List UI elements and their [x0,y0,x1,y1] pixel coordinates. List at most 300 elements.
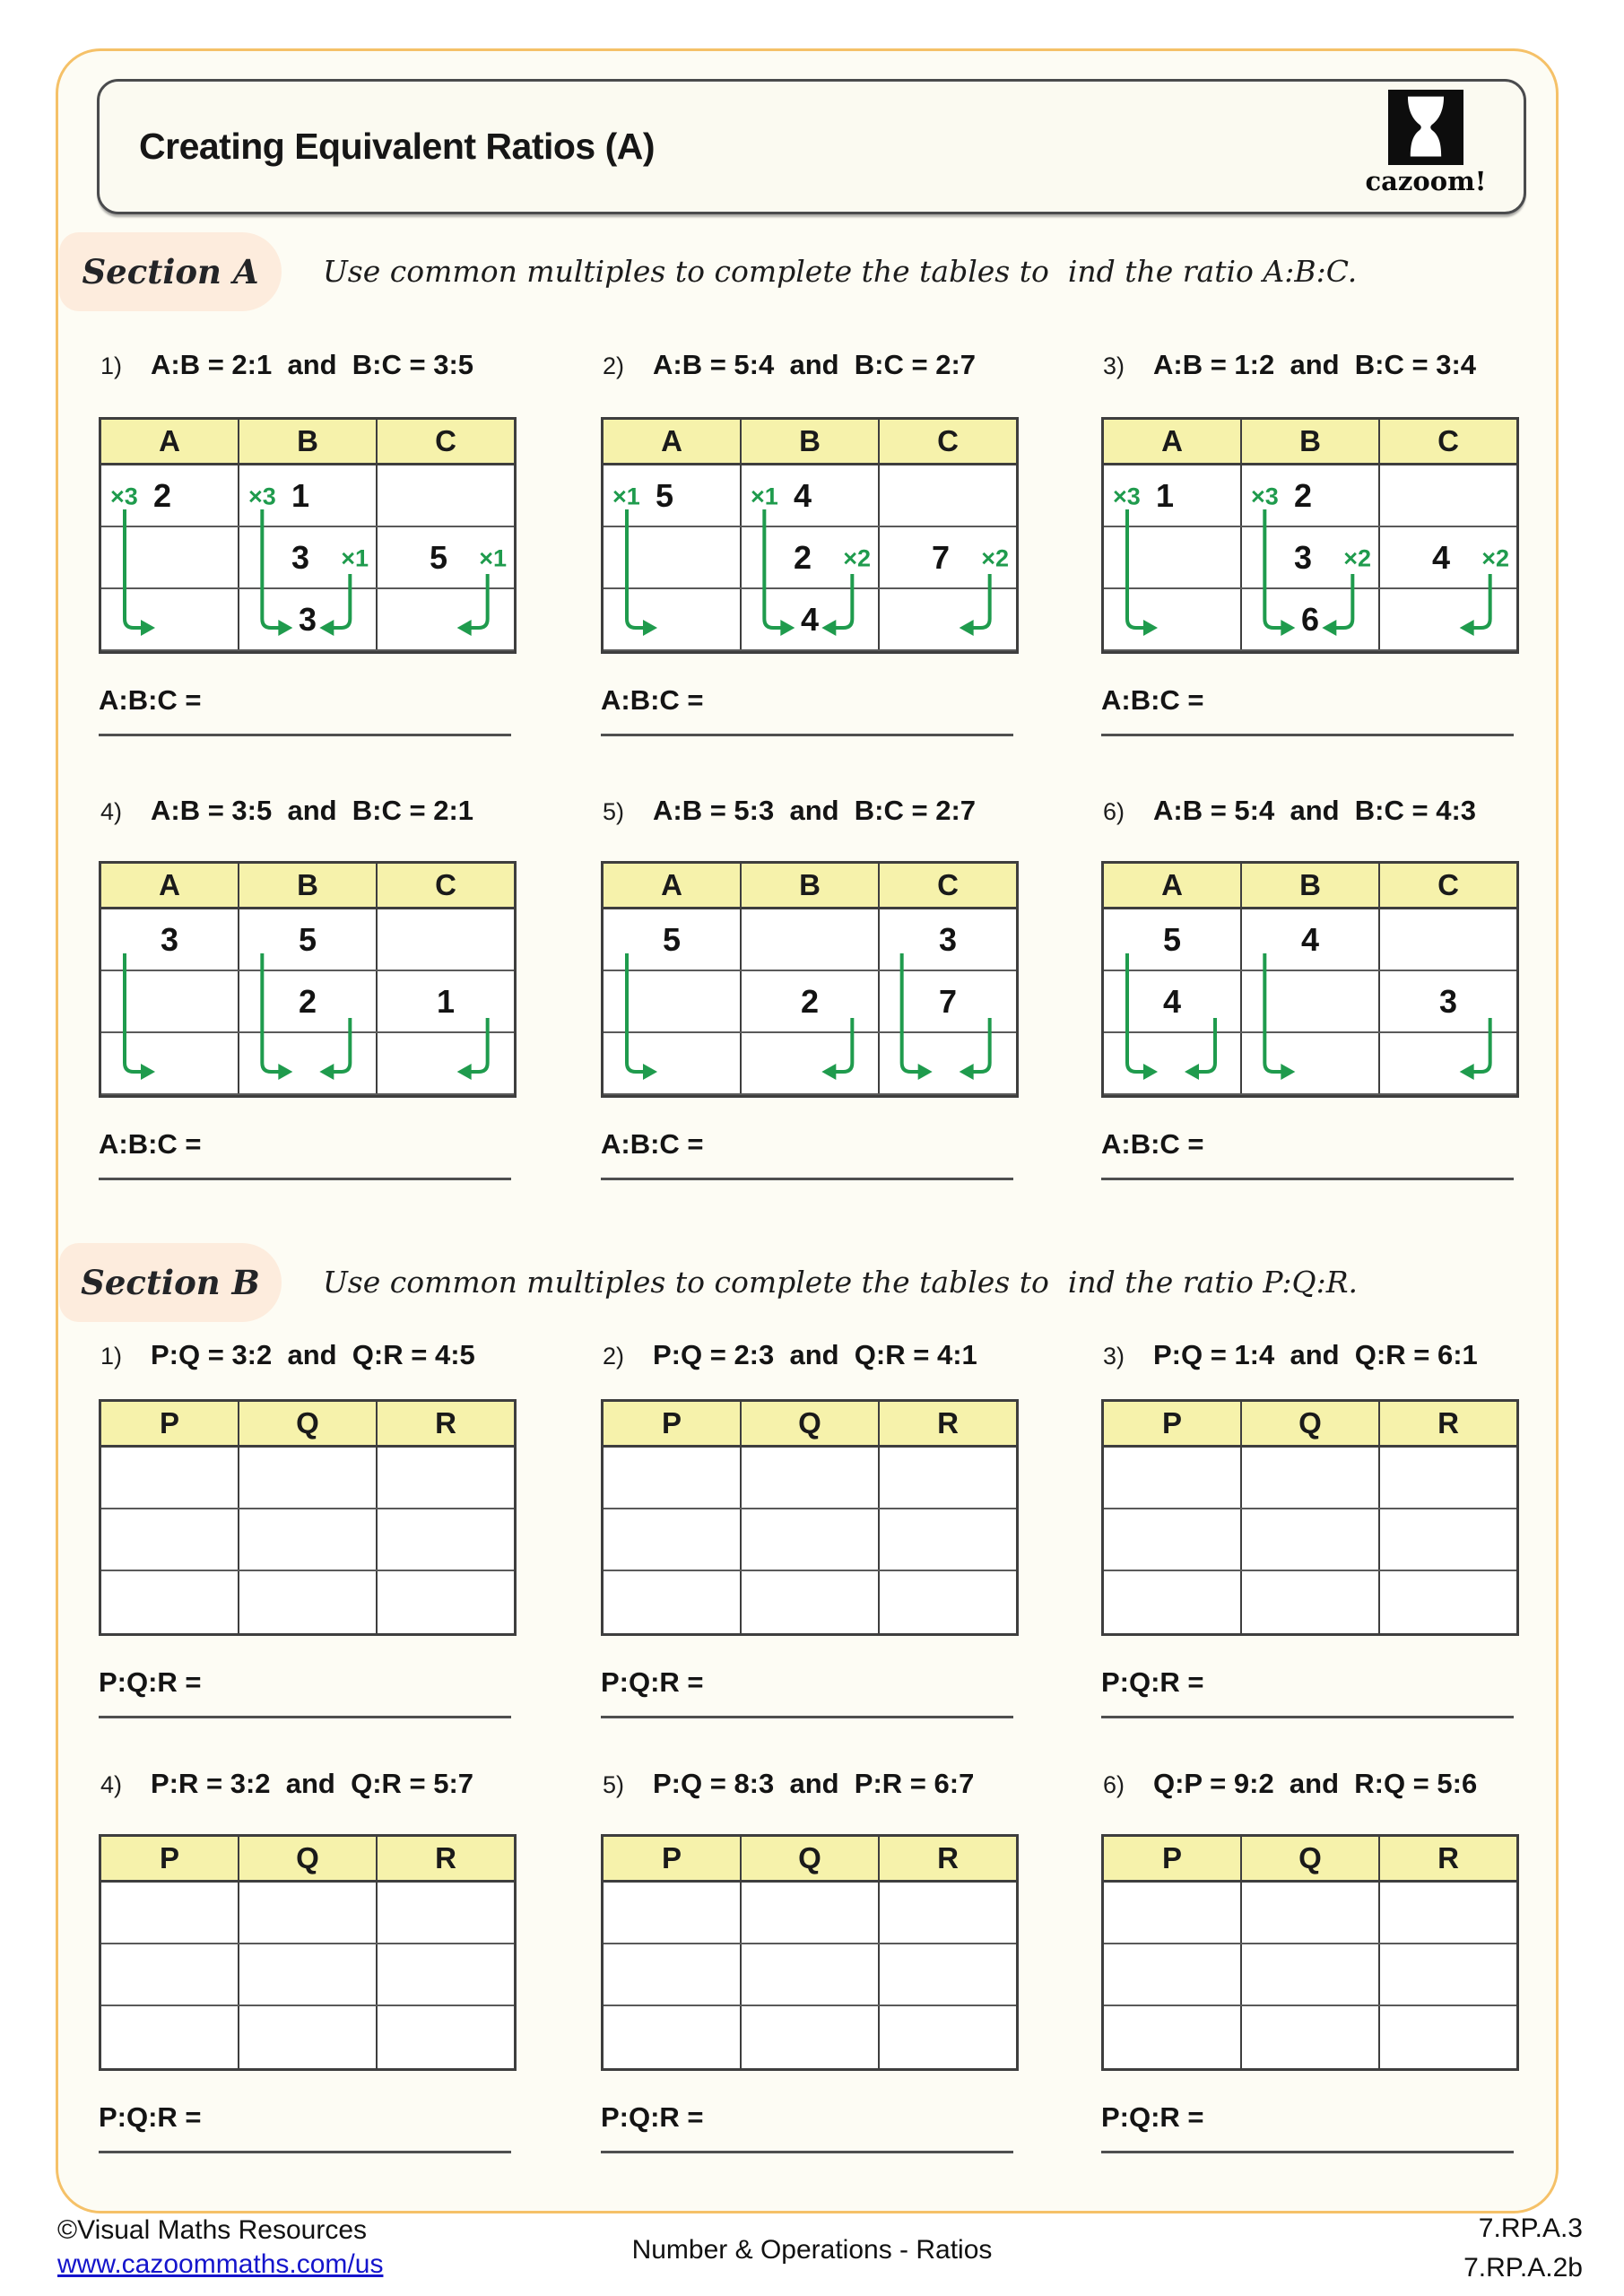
table-cell [742,1571,880,1633]
table-cell [1104,1571,1242,1633]
table-header-row [1104,1402,1516,1448]
cell-value: 5 [430,538,448,576]
table-header-cell: B [239,864,378,907]
problem-number: 5) [603,798,625,825]
table-cell [880,1883,1016,1943]
answer-label: A:B:C = [601,684,704,716]
answer-label: A:B:C = [1101,684,1204,716]
multiplier-label: ×2 [981,544,1009,572]
table-cell [239,1448,378,1508]
cell-value: 3 [160,920,179,958]
table-cell [604,1448,742,1508]
ratio-table-1-1 [601,1399,1019,1636]
table-header-cell: Q [1242,1402,1380,1445]
table-cell [101,1883,239,1943]
table-header-cell: P [604,1837,742,1880]
table-cell [604,1571,742,1633]
cell-value: 5 [662,920,682,958]
table-cell [101,465,239,526]
table-cell [1242,1033,1380,1093]
answer-label: P:Q:R = [601,1666,704,1698]
table-cell [239,527,378,587]
answer-line [1101,734,1514,736]
table-row [604,1509,1016,1571]
problem-statement: A:B = 2:1 and B:C = 3:5 [151,349,474,380]
table-cell [880,527,1016,587]
cell-value: 4 [794,476,812,514]
cell-value: 5 [298,920,317,958]
table-cell [378,1944,514,2005]
cell-value: 2 [794,538,812,576]
table-cell [1242,527,1380,587]
table-cell [880,2006,1016,2068]
answer-label: A:B:C = [99,684,202,716]
table-header-cell: R [435,1406,456,1439]
table-row [101,527,514,589]
table-cell [742,465,880,526]
answer-label: A:B:C = [99,1128,202,1160]
table-cell [742,1448,880,1508]
ratio-table-0-4 [601,861,1019,1098]
table-header-cell: R [937,1841,959,1874]
answer-line [1101,1716,1514,1718]
table-cell [378,465,514,526]
table-row [101,2006,514,2068]
table-cell [1380,1033,1516,1093]
table-header-row [604,1837,1016,1883]
cell-value: 5 [656,476,674,514]
answer-line [1101,1178,1514,1180]
section-instruction: Use common multiples to complete the tables to ind the ratio A:B:C. [323,254,1358,289]
table-cell [1242,909,1380,970]
problem-statement: P:Q = 8:3 and P:R = 6:7 [653,1768,975,1799]
table-cell [239,589,378,649]
table-row [101,1033,514,1095]
table-row [1104,1883,1516,1944]
footer-link[interactable]: www.cazoommaths.com/us [57,2249,384,2279]
ratio-table-0-2 [1101,417,1519,654]
table-cell [880,589,1016,649]
table-row [1104,589,1516,651]
table-header-row [101,864,514,909]
table-header-row [1104,1837,1516,1883]
answer-line [99,1178,511,1180]
table-cell [1242,2006,1380,2068]
table-cell [604,2006,742,2068]
problem-statement: P:R = 3:2 and Q:R = 5:7 [151,1768,474,1799]
problem-statement: A:B = 1:2 and B:C = 3:4 [1153,349,1477,380]
problem-number: 2) [603,352,625,379]
table-header-cell: B [742,864,880,907]
table-cell [1104,527,1242,587]
table-cell [1242,971,1380,1031]
table-header-cell: P [101,1837,239,1880]
table-cell [239,2006,378,2068]
table-row [1104,1033,1516,1095]
table-cell [604,909,742,970]
answer-line [99,2151,511,2153]
answer-label: P:Q:R = [99,1666,202,1698]
table-header-row [604,1402,1016,1448]
table-cell [378,527,514,587]
table-row [101,1509,514,1571]
table-header-cell: B [1242,864,1380,907]
cell-value: 2 [153,476,172,514]
problem-number: 6) [1103,1771,1125,1798]
table-cell [742,1509,880,1570]
table-cell [239,465,378,526]
multiplier-label: ×1 [341,544,369,572]
table-cell [1104,1033,1242,1093]
table-cell [1380,1883,1516,1943]
table-header-cell: B [742,420,880,463]
problem-number: 2) [603,1343,625,1370]
multiplier-label: ×2 [843,544,871,572]
table-cell [1104,589,1242,649]
table-row [101,1883,514,1944]
table-row [1104,465,1516,527]
table-header-row [1104,864,1516,909]
table-cell [880,1509,1016,1570]
table-cell [604,1944,742,2005]
table-header-cell: Q [742,1837,880,1880]
problem-statement: A:B = 5:4 and B:C = 2:7 [653,349,977,380]
multiplier-label: ×1 [751,483,778,510]
table-row [1104,1448,1516,1509]
table-cell [378,1033,514,1093]
table-header-cell: A [1104,420,1242,463]
table-header-cell: C [1437,424,1459,457]
table-cell [1104,1448,1242,1508]
table-cell [604,1509,742,1570]
ratio-table-1-4 [601,1834,1019,2071]
table-cell [239,1883,378,1943]
table-header-cell: A [1104,864,1242,907]
table-header-row [604,420,1016,465]
table-row [101,1944,514,2006]
table-header-row [1104,420,1516,465]
table-header-cell: P [604,1402,742,1445]
table-cell [1242,1883,1380,1943]
table-header-cell: Q [742,1402,880,1445]
page-title: Creating Equivalent Ratios (A) [139,126,656,167]
table-header-row [101,420,514,465]
table-cell [1242,465,1380,526]
problem-number: 6) [1103,798,1125,825]
problem-statement: Q:P = 9:2 and R:Q = 5:6 [1153,1768,1478,1799]
table-cell [742,971,880,1031]
table-row [604,909,1016,971]
table-row [604,527,1016,589]
hourglass-icon [1388,90,1463,165]
table-cell [101,589,239,649]
problem-number: 5) [603,1771,625,1798]
problem-number: 3) [1103,1343,1125,1370]
cell-value: 4 [1300,920,1320,958]
table-cell [880,1033,1016,1093]
table-cell [378,1509,514,1570]
table-cell [880,1571,1016,1633]
table-header-cell: R [435,1841,456,1874]
table-row [101,909,514,971]
problem-statement: A:B = 3:5 and B:C = 2:1 [151,795,474,826]
table-row [604,1448,1016,1509]
cell-value: 3 [1294,538,1313,576]
table-header-cell: A [604,420,742,463]
answer-label: A:B:C = [1101,1128,1204,1160]
table-cell [742,527,880,587]
table-cell [742,909,880,970]
table-row [604,1944,1016,2006]
table-cell [1104,909,1242,970]
logo-text: cazoom! [1365,166,1487,196]
table-cell [1104,971,1242,1031]
answer-label: P:Q:R = [99,2101,202,2133]
answer-label: A:B:C = [601,1128,704,1160]
table-cell [880,1448,1016,1508]
cell-value: 2 [1294,476,1313,514]
table-cell [742,2006,880,2068]
cell-value: 4 [800,600,820,638]
table-cell [1380,971,1516,1031]
table-header-row [604,864,1016,909]
answer-line [601,1716,1013,1718]
table-row [1104,971,1516,1033]
ratio-table-1-3 [99,1834,517,2071]
table-cell [239,1944,378,2005]
ratio-table-1-0 [99,1399,517,1636]
problem-statement: P:Q = 2:3 and Q:R = 4:1 [653,1339,977,1370]
cell-value: 4 [1162,982,1182,1020]
table-cell [1380,2006,1516,2068]
table-cell [239,1033,378,1093]
section-instruction: Use common multiples to complete the tables to ind the ratio P:Q:R. [323,1265,1359,1300]
table-row [604,589,1016,651]
cell-value: 3 [298,600,317,638]
table-row [604,1033,1016,1095]
table-cell [101,1571,239,1633]
cell-value: 1 [1156,476,1175,514]
answer-line [601,1178,1013,1180]
ratio-table-0-0 [99,417,517,654]
answer-line [601,2151,1013,2153]
answer-line [99,734,511,736]
problem-statement: A:B = 5:4 and B:C = 4:3 [1153,795,1477,826]
table-cell [604,971,742,1031]
problem-number: 4) [100,798,123,825]
cell-value: 1 [291,476,310,514]
table-row [604,971,1016,1033]
table-row [1104,1509,1516,1571]
answer-label: P:Q:R = [1101,1666,1204,1698]
multiplier-label: ×3 [1251,483,1279,510]
table-header-cell: A [101,864,239,907]
problem-statement: P:Q = 3:2 and Q:R = 4:5 [151,1339,475,1370]
table-cell [742,1033,880,1093]
table-row [101,1571,514,1633]
cell-value: 3 [1438,982,1458,1020]
table-cell [604,1033,742,1093]
table-cell [1104,1944,1242,2005]
table-cell [1242,1509,1380,1570]
table-cell [1242,1448,1380,1508]
problem-statement: A:B = 5:3 and B:C = 2:7 [653,795,977,826]
table-cell [1380,909,1516,970]
table-header-cell: A [101,420,239,463]
table-cell [1380,1509,1516,1570]
table-header-cell: B [239,420,378,463]
table-cell [1242,1944,1380,2005]
table-header-cell: C [1437,868,1459,901]
title-box [97,79,1526,214]
table-cell [101,2006,239,2068]
table-cell [101,1509,239,1570]
table-header-cell: R [1437,1406,1459,1439]
table-cell [378,2006,514,2068]
table-cell [378,1883,514,1943]
table-header-row [101,1402,514,1448]
table-row [604,1571,1016,1633]
table-cell [239,1509,378,1570]
table-header-cell: A [604,864,742,907]
table-cell [1380,527,1516,587]
footer-standard-1: 7.RP.A.3 [1478,2213,1583,2243]
table-cell [1104,1883,1242,1943]
table-cell [239,909,378,970]
problem-number: 3) [1103,352,1125,379]
table-header-cell: C [435,868,456,901]
answer-label: P:Q:R = [601,2101,704,2133]
table-header-cell: R [1437,1841,1459,1874]
multiplier-label: ×2 [1481,544,1509,572]
table-cell [1104,465,1242,526]
section-banner-1: Section B [59,1243,282,1322]
table-cell [378,589,514,649]
answer-line [99,1716,511,1718]
table-cell [101,909,239,970]
table-cell [101,971,239,1031]
answer-label: P:Q:R = [1101,2101,1204,2133]
table-cell [378,1448,514,1508]
cell-value: 1 [436,982,456,1020]
table-cell [101,1033,239,1093]
cazoom-logo [1359,90,1493,196]
problem-number: 4) [100,1771,123,1798]
table-cell [880,465,1016,526]
table-cell [101,527,239,587]
multiplier-label: ×3 [248,483,276,510]
table-header-row [101,1837,514,1883]
table-row [1104,1571,1516,1633]
multiplier-label: ×1 [612,483,640,510]
table-cell [378,1571,514,1633]
table-cell [742,589,880,649]
table-row [101,465,514,527]
footer-center: Number & Operations - Ratios [631,2235,993,2265]
table-cell [1104,2006,1242,2068]
table-cell [1380,1448,1516,1508]
answer-line [1101,2151,1514,2153]
table-header-cell: B [1242,420,1380,463]
table-row [1104,2006,1516,2068]
cell-value: 3 [938,920,958,958]
footer-copyright: ©Visual Maths Resources [57,2215,368,2245]
problem-number: 1) [100,1343,123,1370]
table-header-cell: C [937,424,959,457]
table-header-cell: C [435,424,456,457]
ratio-table-1-5 [1101,1834,1519,2071]
table-cell [1380,465,1516,526]
cell-value: 2 [298,982,317,1020]
table-cell [239,1571,378,1633]
ratio-table-1-2 [1101,1399,1519,1636]
table-row [1104,909,1516,971]
cell-value: 3 [291,538,310,576]
table-cell [880,1944,1016,2005]
table-cell [378,909,514,970]
problem-number: 1) [100,352,123,379]
table-cell [1242,1571,1380,1633]
ratio-table-0-3 [99,861,517,1098]
table-row [1104,1944,1516,2006]
table-cell [742,1883,880,1943]
table-header-cell: P [101,1402,239,1445]
cell-value: 2 [800,982,820,1020]
table-cell [604,527,742,587]
table-cell [1242,589,1380,649]
table-header-cell: Q [239,1837,378,1880]
footer-standard-2: 7.RP.A.2b [1463,2253,1583,2283]
table-cell [604,465,742,526]
section-banner-0: Section A [59,232,282,311]
multiplier-label: ×2 [1343,544,1371,572]
multiplier-label: ×1 [479,544,507,572]
cell-value: 7 [938,982,958,1020]
table-cell [742,1944,880,2005]
table-row [604,2006,1016,2068]
table-cell [880,971,1016,1031]
table-cell [604,1883,742,1943]
table-header-cell: Q [239,1402,378,1445]
table-header-cell: P [1104,1837,1242,1880]
table-header-cell: C [937,868,959,901]
table-cell [1104,1509,1242,1570]
ratio-table-0-5 [1101,861,1519,1098]
answer-line [601,734,1013,736]
table-cell [1380,1944,1516,2005]
cell-value: 5 [1162,920,1182,958]
table-cell [604,589,742,649]
cell-value: 7 [932,538,951,576]
table-header-cell: R [937,1406,959,1439]
table-cell [378,971,514,1031]
multiplier-label: ×3 [110,483,138,510]
table-header-cell: Q [1242,1837,1380,1880]
table-row [1104,527,1516,589]
table-cell [101,1448,239,1508]
table-header-cell: P [1104,1402,1242,1445]
table-row [101,1448,514,1509]
multiplier-label: ×3 [1113,483,1141,510]
table-cell [101,1944,239,2005]
table-cell [1380,589,1516,649]
table-cell [239,971,378,1031]
ratio-table-0-1 [601,417,1019,654]
table-row [604,1883,1016,1944]
problem-statement: P:Q = 1:4 and Q:R = 6:1 [1153,1339,1478,1370]
table-row [101,589,514,651]
cell-value: 4 [1432,538,1451,576]
